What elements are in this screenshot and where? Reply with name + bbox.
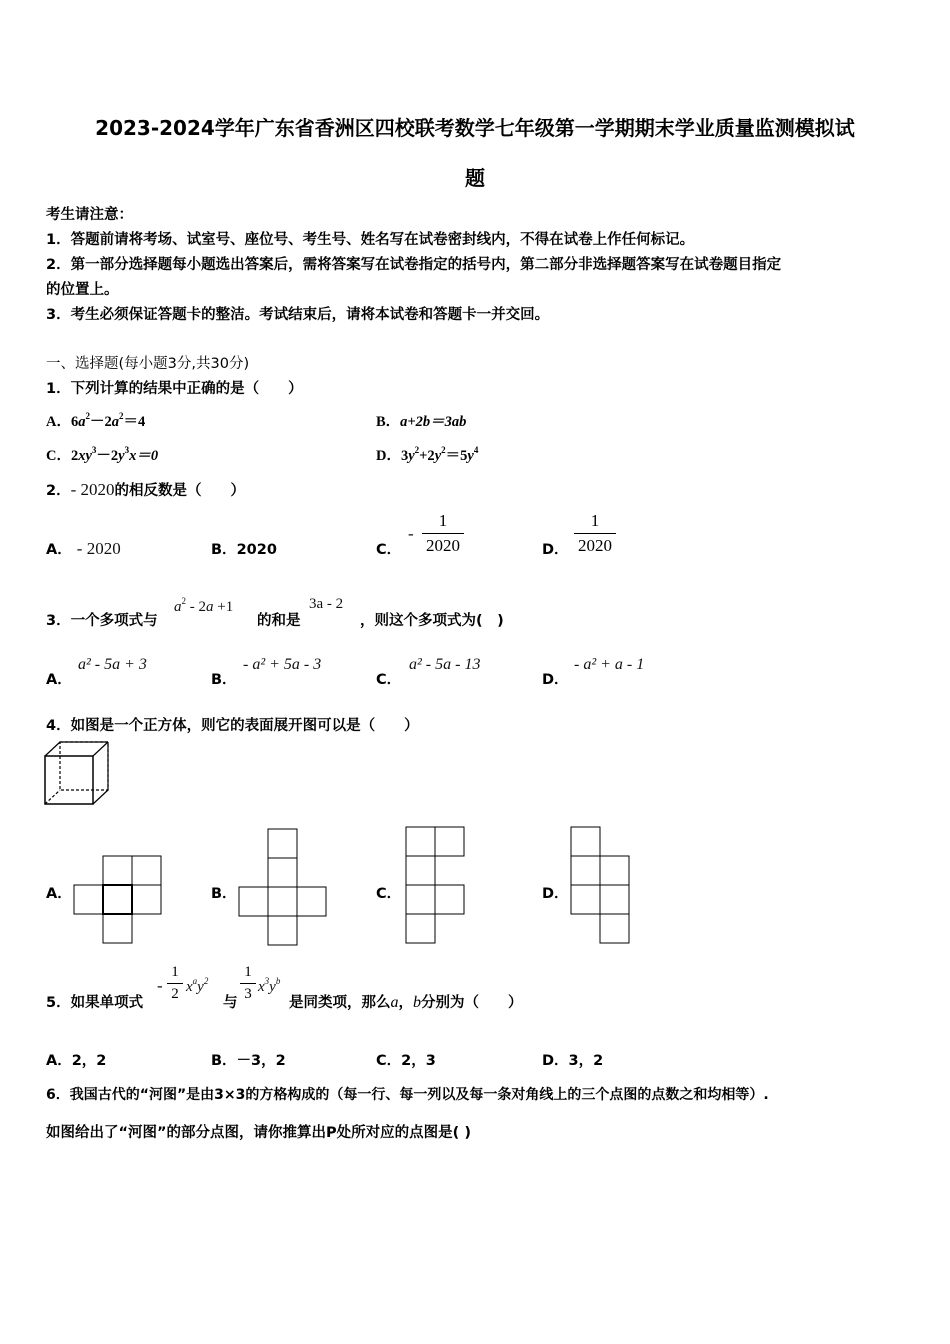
q5-monomial1-sign: - [157, 976, 163, 995]
q4-stem: 4．如图是一个正方体，则它的表面展开图可以是（ ） [46, 718, 419, 734]
q5-monomial1-body: $x^ay^2$ [186, 976, 209, 995]
q3-option-a: a² - 5a + 3 [78, 656, 147, 673]
net-b-figure [238, 829, 338, 949]
q5-option-a: A．2，2 [46, 1053, 107, 1069]
q1-option-a: A．$6a^2-2a^2=4$ [46, 411, 146, 430]
q3-stem-mid: 的和是 [257, 613, 301, 629]
notice-item-3: 3．考生必须保证答题卡的整洁。考试结束后，请将本试卷和答题卡一并交回。 [46, 307, 550, 323]
q3-option-c-label: C． [376, 672, 402, 688]
q5-monomial1-fraction: 1 2 [167, 964, 183, 1003]
cube-figure [44, 740, 114, 810]
q1-stem: 1．下列计算的结果中正确的是（ ） [46, 381, 303, 397]
q4-option-a-label: A． [46, 886, 72, 902]
q2-stem: 2．- 2020的相反数是（ ） [46, 480, 246, 499]
page-title-line2: 题 [465, 166, 485, 190]
notice-item-2: 2．第一部分选择题每小题选出答案后，需将答案写在试卷指定的括号内，第二部分非选择题答案写在试卷题目指定 [46, 257, 782, 273]
net-d-figure [570, 827, 670, 947]
q2-option-d-label: D． [542, 542, 569, 558]
q3-stem-start: 3．一个多项式与 [46, 613, 158, 629]
q2-option-c-label: C． [376, 542, 402, 558]
q5-monomial2-body: $x^3y^b$ [258, 976, 281, 995]
q4-option-b-label: B． [211, 886, 237, 902]
q3-option-c: a² - 5a - 13 [409, 656, 481, 673]
q2-option-d-fraction: 1 2020 [574, 511, 616, 556]
q2-option-c-sign: - [408, 524, 414, 543]
q3-option-a-label: A． [46, 672, 72, 688]
q3-option-b-label: B． [211, 672, 237, 688]
page-title: 2023-2024学年广东省香洲区四校联考数学七年级第一学期期末学业质量监测模拟试 [95, 116, 855, 140]
q5-stem-mid: 与 [223, 995, 238, 1011]
section-heading: 一、选择题(每小题3分,共30分) [46, 356, 250, 372]
q1-option-b: B．a+2b＝3ab [376, 414, 467, 430]
q5-option-b: B．－3，2 [211, 1053, 286, 1069]
q6-stem-line2: 如图给出了“河图”的部分点图，请你推算出P处所对应的点图是( ) [46, 1125, 471, 1141]
q3-option-b: - a² + 5a - 3 [243, 656, 322, 673]
q5-stem-start: 5．如果单项式 [46, 995, 144, 1011]
q2-option-b: B．2020 [211, 542, 277, 558]
q1-option-c: C．$2xy^3-2y^3x=0$ [46, 445, 159, 464]
q3-option-d-label: D． [542, 672, 569, 688]
q3-option-d: - a² + a - 1 [574, 656, 645, 673]
q3-poly1: $a^2 - 2a +1$ [174, 596, 234, 615]
q4-option-d-label: D． [542, 886, 569, 902]
notice-item-1: 1．答题前请将考场、试室号、座位号、考生号、姓名写在试卷密封线内，不得在试卷上作任何标记。 [46, 232, 695, 248]
q3-stem-tail: ，则这个多项式为( ) [360, 613, 504, 629]
q4-option-c-label: C． [376, 886, 402, 902]
net-c-figure [405, 827, 505, 947]
q2-option-c-fraction: 1 2020 [422, 511, 464, 556]
q2-option-a: A． - 2020 [46, 539, 121, 558]
q3-poly2: 3a - 2 [309, 596, 344, 612]
q5-option-d: D．3，2 [542, 1053, 604, 1069]
q1-option-d: D．$3y^2+2y^2=5y^4$ [376, 445, 479, 464]
net-a-figure [73, 856, 173, 956]
notice-heading: 考生请注意： [46, 207, 133, 223]
q5-monomial2-fraction: 1 3 [240, 964, 256, 1003]
q6-stem-line1: 6．我国古代的“河图”是由3×3的方格构成的（每一行、每一列以及每一条对角线上的三个点图的点数之和均相等）. [46, 1087, 769, 1103]
notice-item-2-cont: 的位置上。 [46, 282, 119, 298]
q5-option-c: C．2，3 [376, 1053, 436, 1069]
q5-stem-tail: 是同类项，那么a，b分别为（ ） [289, 994, 523, 1011]
